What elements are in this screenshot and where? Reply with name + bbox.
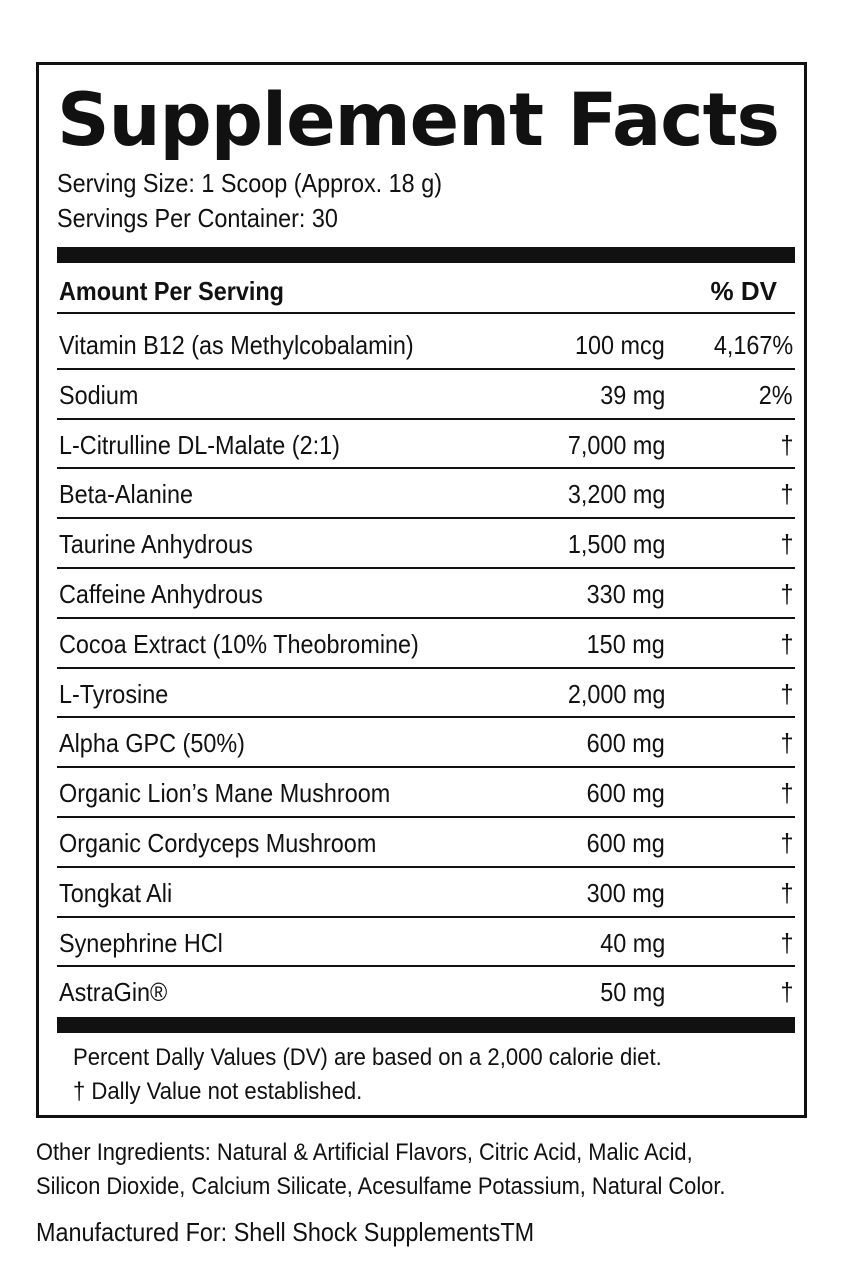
ingredient-name: Sodium [59, 379, 139, 410]
ingredient-name: L-Citrulline DL-Malate (2:1) [59, 429, 340, 460]
other-ingredients-line-2: Silicon Dioxide, Calcium Silicate, Acesulfame Potassium, Natural Color. [36, 1173, 726, 1200]
ingredient-name: Tongkat Ali [59, 877, 173, 908]
table-row [57, 569, 795, 619]
ingredient-dv: † [779, 429, 793, 460]
ingredient-dv: † [779, 728, 793, 759]
ingredient-table [57, 320, 795, 1017]
table-row [57, 469, 795, 519]
table-row [57, 718, 795, 768]
servings-per-container: Servings Per Container: 30 [57, 203, 338, 233]
ingredient-name: Cocoa Extract (10% Theobromine) [59, 628, 419, 659]
ingredient-name: L-Tyrosine [59, 678, 169, 709]
table-row [57, 768, 795, 818]
ingredient-dv: † [779, 529, 793, 560]
table-row [57, 519, 795, 569]
ingredient-dv: † [779, 479, 793, 510]
table-row [57, 619, 795, 669]
ingredient-dv: † [779, 628, 793, 659]
table-row [57, 320, 795, 370]
ingredient-dv: 2% [759, 379, 793, 410]
ingredient-amount: 1,500 mg [567, 529, 665, 560]
ingredient-dv: † [779, 678, 793, 709]
ingredient-dv: † [779, 877, 793, 908]
ingredient-amount: 7,000 mg [567, 429, 665, 460]
ingredient-name: AstraGin® [59, 977, 168, 1008]
amount-per-serving-header: Amount Per Serving [59, 276, 284, 306]
thick-divider-top [57, 247, 795, 263]
ingredient-dv: † [779, 778, 793, 809]
ingredient-amount: 600 mg [586, 728, 665, 759]
table-row [57, 370, 795, 420]
other-ingredients-line-1: Other Ingredients: Natural & Artificial Flavors, Citric Acid, Malic Acid, [36, 1139, 693, 1166]
ingredient-dv: † [779, 827, 793, 858]
manufactured-for: Manufactured For: Shell Shock SupplementsTM [36, 1217, 535, 1247]
ingredient-name: Beta-Alanine [59, 479, 194, 510]
table-row [57, 818, 795, 868]
ingredient-amount: 150 mg [586, 628, 665, 659]
ingredient-amount: 40 mg [599, 927, 665, 958]
table-header [57, 270, 795, 314]
table-row [57, 868, 795, 918]
ingredient-amount: 2,000 mg [567, 678, 665, 709]
other-ingredients [36, 1136, 725, 1204]
ingredient-name: Organic Lion’s Mane Mushroom [59, 778, 391, 809]
ingredient-name: Vitamin B12 (as Methylcobalamin) [59, 330, 414, 360]
footnote-dagger: † Dally Value not established. [73, 1078, 363, 1105]
ingredient-dv: † [779, 927, 793, 958]
ingredient-name: Alpha GPC (50%) [59, 728, 245, 759]
ingredient-amount: 300 mg [586, 877, 665, 908]
ingredient-amount: 330 mg [586, 578, 665, 609]
table-row [57, 420, 795, 470]
ingredient-amount: 50 mg [599, 977, 665, 1008]
dv-header: % DV [710, 276, 777, 306]
ingredient-amount: 100 mcg [575, 330, 665, 360]
ingredient-name: Taurine Anhydrous [59, 529, 253, 560]
table-row [57, 918, 795, 968]
table-row [57, 669, 795, 719]
supplement-facts-panel [36, 62, 807, 1118]
ingredient-amount: 600 mg [586, 778, 665, 809]
ingredient-amount: 600 mg [586, 827, 665, 858]
ingredient-dv: † [779, 977, 793, 1008]
table-row [57, 967, 795, 1017]
ingredient-name: Organic Cordyceps Mushroom [59, 827, 377, 858]
thick-divider-bottom [57, 1017, 795, 1033]
ingredient-name: Caffeine Anhydrous [59, 578, 263, 609]
ingredient-amount: 3,200 mg [567, 479, 665, 510]
footnote-daily-values: Percent Dally Values (DV) are based on a 2,000 calorie diet. [73, 1044, 662, 1071]
ingredient-dv: † [779, 578, 793, 609]
panel-title: Supplement Facts [57, 78, 779, 163]
ingredient-dv: 4,167% [713, 330, 793, 360]
serving-size: Serving Size: 1 Scoop (Approx. 18 g) [57, 168, 443, 198]
ingredient-amount: 39 mg [599, 379, 665, 410]
ingredient-name: Synephrine HCl [59, 927, 223, 958]
